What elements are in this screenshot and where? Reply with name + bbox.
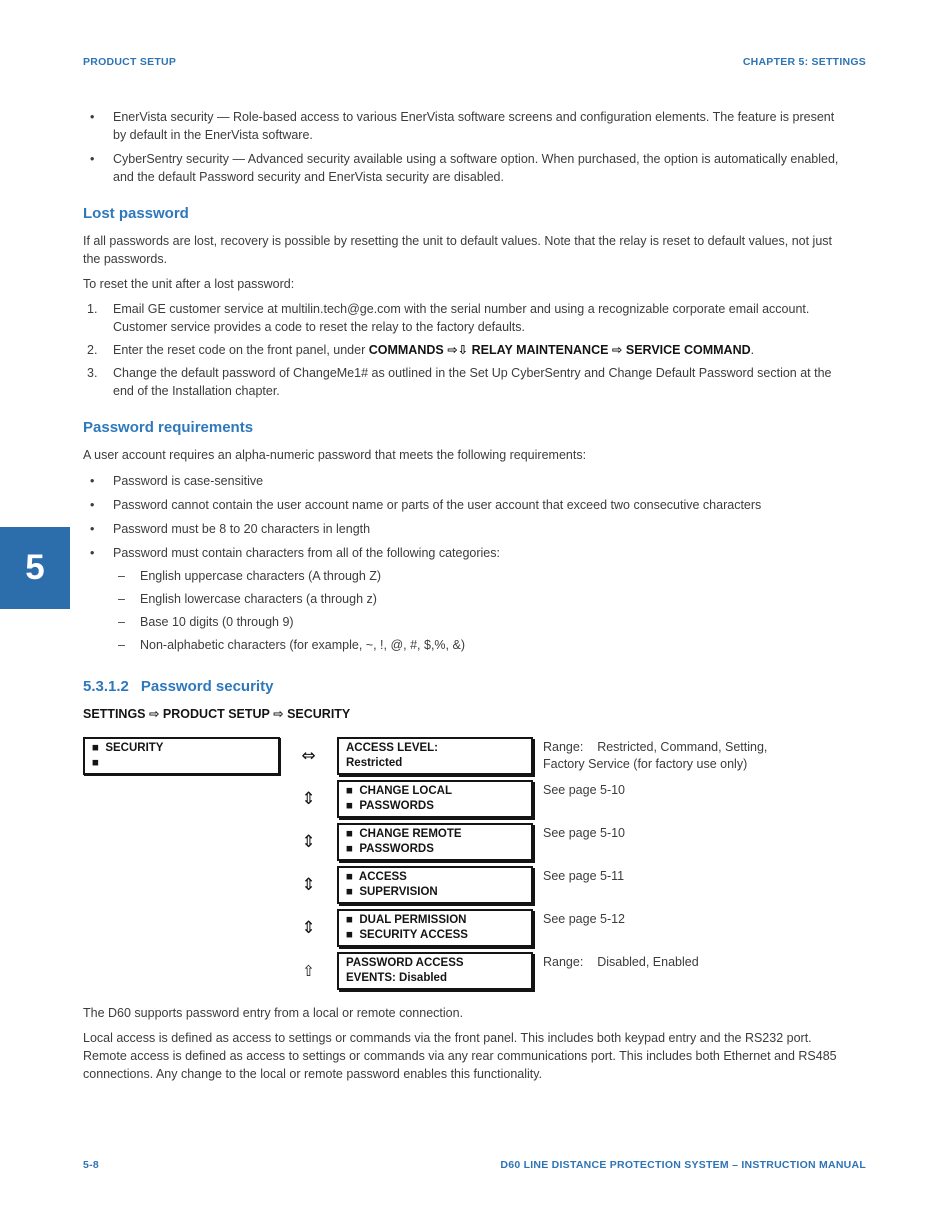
left-right-arrow-icon: ⇔ [301,746,316,766]
sub-bullet-item [113,636,845,654]
bullet-item [83,520,845,538]
breadcrumb: SETTINGS ⇨ PRODUCT SETUP ⇨ SECURITY [83,707,351,721]
step-item [83,364,845,400]
bullet-text: CyberSentry security — Advanced security available using a software option. When purchased, the option is automatically enabled, and the default Password security and EnerVista security are disabled. [113,152,839,184]
sub-bullet-list [113,567,845,654]
section-name: Password security [140,678,274,695]
step-text: Enter the reset code on the front panel, under COMMANDS ⇨⇩ RELAY MAINTENANCE ⇨ SERVICE COMMAND. [113,343,755,357]
page-content [83,100,845,1090]
lost-password-paragraph-1: If all passwords are lost, recovery is possible by resetting the unit to default values. Note that the relay is reset to default values, not just the passwords. [83,234,832,266]
menu-box-cell [337,780,533,818]
section-title-lost-password: Lost password [83,205,189,222]
menu-row [83,823,845,861]
menu-box-cell [337,737,533,775]
sub-bullet-item [113,567,845,585]
menu-box-cell [337,952,533,990]
dash-glyph: – [118,615,125,629]
chapter-tab-number: 5 [25,548,45,587]
running-footer [83,1156,866,1174]
menu-root-cell [83,780,280,818]
section-number: 5.3.1.2 [83,678,129,695]
closing-paragraph-2: Local access is defined as access to settings or commands via the front panel. This includes both keypad entry and the RS232 port. Remote access is defined as access to settings or commands via any rear communications port. This includes both Ethernet and RS485 connections. Any change to the local or remote password enables this functionality. [83,1031,837,1081]
bullet-glyph: • [90,474,95,488]
bullet-glyph: • [90,498,95,512]
section-title-password-security [83,677,845,696]
bullet-glyph: • [90,110,95,124]
menu-box: ■ CHANGE REMOTE ■ PASSWORDS [337,823,533,861]
bullet-item [83,544,845,659]
menu-root-cell [83,737,280,775]
step-number: 3. [87,366,98,380]
chapter-tab [0,527,70,609]
bullet-glyph: • [90,152,95,166]
footer-manual-title: D60 LINE DISTANCE PROTECTION SYSTEM – INSTRUCTION MANUAL [500,1159,866,1171]
up-down-arrow-icon: ⇕ [301,832,316,852]
menu-tree-diagram [83,737,845,990]
step-text: Email GE customer service at multilin.tech@ge.com with the serial number and using a recognizable corporate email account. Customer service provides a code to reset the relay to the factory defaults. [113,302,810,334]
bullet-glyph: • [90,546,95,560]
lost-password-paragraph-2: To reset the unit after a lost password: [83,277,295,291]
menu-note: See page 5-11 [543,869,625,883]
bullet-item [83,496,845,514]
running-header [83,53,866,71]
sub-bullet-text: Base 10 digits (0 through 9) [140,615,294,629]
menu-row [83,866,845,904]
reset-steps-list [83,300,845,400]
running-header-right: CHAPTER 5: SETTINGS [742,56,866,68]
step-number: 1. [87,302,98,316]
up-down-arrow-icon: ⇕ [301,789,316,809]
password-requirements-list [83,472,845,659]
sub-bullet-text: English uppercase characters (A through Z) [140,569,382,583]
menu-root-box: ■ SECURITY ■ [83,737,280,775]
menu-note: See page 5-12 [543,912,626,926]
menu-row [83,952,845,990]
bullet-item [83,472,845,490]
step-item [83,300,845,336]
menu-box-cell [337,909,533,947]
bullet-item [83,108,845,144]
up-arrow-icon: ⇧ [302,962,315,980]
menu-root-cell [83,909,280,947]
running-header-left: PRODUCT SETUP [83,56,177,68]
menu-note: Range: Disabled, Enabled [543,955,699,969]
closing-paragraph-1: The D60 supports password entry from a local or remote connection. [83,1006,464,1020]
page-number: 5-8 [83,1159,99,1171]
menu-root-cell [83,823,280,861]
sub-bullet-text: Non-alphabetic characters (for example, ~, !, @, #, $,%, &) [140,638,465,652]
menu-note: See page 5-10 [543,783,626,797]
menu-root-cell [83,866,280,904]
dash-glyph: – [118,569,125,583]
bullet-text: Password must contain characters from all of the following categories: – English uppercase characters (A through Z) – English lowercase characters (a through z) – Base 10 digits (0 through 9) – Non-alphabetic characters (for example, ~, !, @, #, $,%, &) [113,544,845,659]
menu-note: See page 5-10 [543,826,626,840]
menu-box: ■ ACCESS ■ SUPERVISION [337,866,533,904]
menu-box: ■ DUAL PERMISSION ■ SECURITY ACCESS [337,909,533,947]
bullet-text: Password must be 8 to 20 characters in length [113,522,371,536]
bullet-glyph: • [90,522,95,536]
menu-box: PASSWORD ACCESS EVENTS: Disabled [337,952,533,990]
menu-box-cell [337,823,533,861]
menu-row [83,737,845,775]
step-number: 2. [87,343,98,357]
bullet-item [83,150,845,186]
section-title-password-requirements: Password requirements [83,419,254,436]
dash-glyph: – [118,638,125,652]
sub-bullet-item [113,613,845,631]
bullet-text: EnerVista security — Role-based access to various EnerVista software screens and configuration elements. The feature is present by default in the EnerVista software. [113,110,835,142]
intro-bullet-list [83,108,845,186]
menu-row [83,780,845,818]
bullet-text: Password is case-sensitive [113,474,264,488]
password-requirements-intro: A user account requires an alpha-numeric password that meets the following requirements: [83,448,587,462]
dash-glyph: – [118,592,125,606]
up-down-arrow-icon: ⇕ [301,875,316,895]
sub-bullet-item [113,590,845,608]
up-down-arrow-icon: ⇕ [301,918,316,938]
sub-bullet-text: English lowercase characters (a through z) [140,592,377,606]
menu-box: ACCESS LEVEL: Restricted [337,737,533,775]
bullet-text: Password cannot contain the user account name or parts of the user account that exceed two consecutive characters [113,498,762,512]
menu-row [83,909,845,947]
step-text: Change the default password of ChangeMe1# as outlined in the Set Up CyberSentry and Change Default Password section at the end of the Installation chapter. [113,366,832,398]
menu-box: ■ CHANGE LOCAL ■ PASSWORDS [337,780,533,818]
menu-note: Range: Restricted, Command, Setting, Factory Service (for factory use only) [543,740,768,771]
menu-root-cell [83,952,280,990]
step-item [83,341,845,359]
menu-box-cell [337,866,533,904]
